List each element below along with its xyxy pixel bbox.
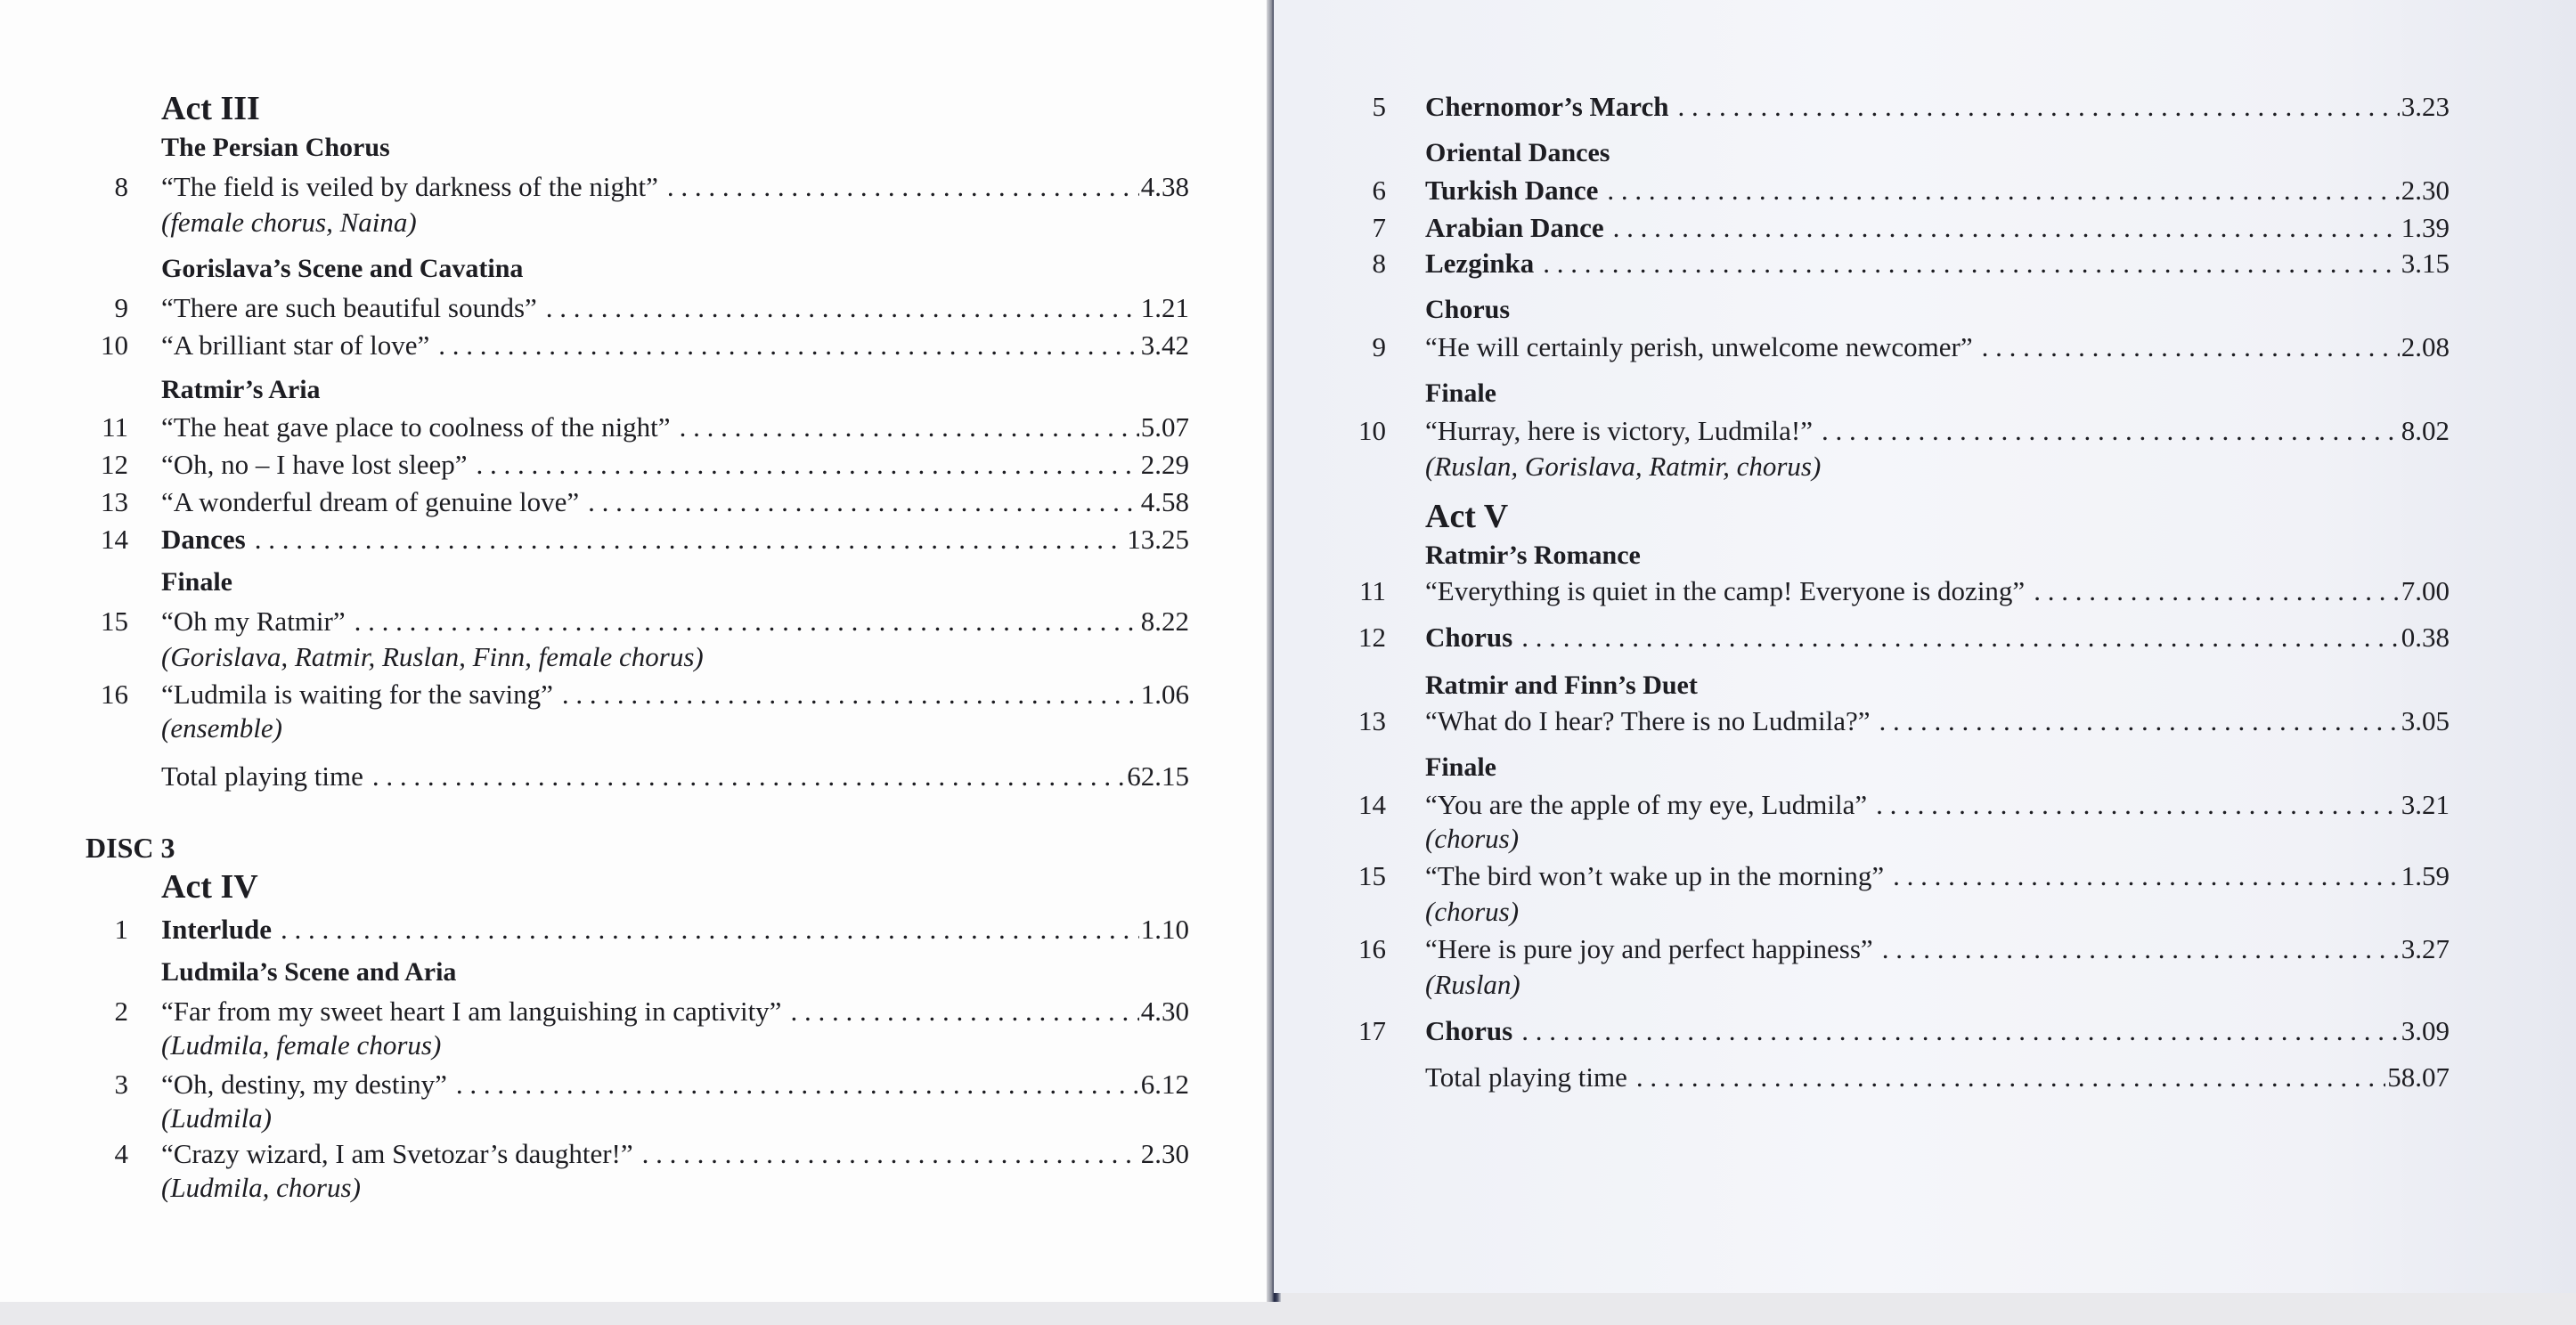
track-number: 10 [101,329,128,361]
track-number: 15 [101,606,128,637]
track-duration: 1.39 [2401,212,2450,243]
track-row [1327,87,2450,126]
performers-note: (chorus) [1425,896,1520,927]
track-title: “The field is veiled by darkness of the night” [161,171,658,202]
track-title: “A brilliant star of love” [161,329,430,361]
track-number: 9 [114,292,128,323]
track-row [1327,1012,2450,1051]
performers-note: (ensemble) [161,712,282,744]
dot-leader [1677,87,2399,126]
track-duration: 0.38 [2401,622,2450,653]
act-heading: Act V [1425,498,1509,535]
act-heading: Act III [161,90,260,127]
track-number: 5 [1372,91,1386,122]
track-title: “Everything is quiet in the camp! Everyone is dozing” [1425,575,2026,606]
track-number: 12 [101,449,128,480]
track-number: 6 [1372,175,1386,206]
track-number: 13 [1358,705,1386,736]
track-duration: 5.07 [1140,411,1189,443]
track-duration: 4.38 [1140,171,1189,202]
track-title: “Crazy wizard, I am Svetozar’s daughter!” [161,1138,633,1169]
track-title: “Oh, destiny, my destiny” [161,1069,447,1100]
track-title: Turkish Dance [1425,175,1599,206]
track-duration: 8.02 [2401,415,2450,446]
track-number: 8 [114,171,128,202]
track-title: “Ludmila is waiting for the saving” [161,679,553,710]
dot-leader [790,992,1138,1031]
track-number: 2 [114,996,128,1027]
track-duration: 3.23 [2401,91,2450,122]
track-title: “Oh my Ratmir” [161,606,346,637]
track-row [1327,171,2450,210]
track-row [53,326,1189,365]
track-duration: 8.22 [1140,606,1189,637]
track-number: 16 [1358,933,1386,964]
dot-leader [1607,171,2399,210]
section-heading: Ratmir’s Aria [161,375,321,404]
track-row [1327,702,2450,741]
track-title: “You are the apple of my eye, Ludmila” [1425,789,1868,820]
track-row [53,602,1189,641]
dot-leader [1882,930,2400,969]
track-number: 10 [1358,415,1386,446]
performers-note: (chorus) [1425,823,1520,854]
track-row [1327,244,2450,283]
track-title: “He will certainly perish, unwelcome newcomer” [1425,331,1973,362]
track-title: “There are such beautiful sounds” [161,292,537,323]
track-duration: 13.25 [1127,524,1189,555]
dot-leader [546,289,1139,328]
section-heading: Oriental Dances [1425,138,1610,167]
track-number: 14 [101,524,128,555]
total-playing-time [53,757,1189,796]
track-number: 9 [1372,331,1386,362]
track-row [1327,572,2450,611]
dot-leader [1822,411,2400,451]
track-number: 17 [1358,1015,1386,1046]
performers-note: (Ruslan, Gorislava, Ratmir, chorus) [1425,451,1822,482]
track-title: Lezginka [1425,248,1535,279]
track-duration: 3.05 [2401,705,2450,736]
section-heading: Chorus [1425,295,1511,324]
track-row [1327,328,2450,367]
track-number: 11 [102,411,128,443]
track-duration: 1.59 [2401,860,2450,891]
performers-note: (Ruslan) [1425,969,1520,1000]
dot-leader [438,326,1138,365]
track-number: 1 [114,914,128,945]
track-duration: 1.06 [1140,679,1189,710]
dot-leader [1613,208,2400,248]
track-row [53,483,1189,522]
track-row [53,520,1189,559]
dot-leader [1521,618,2400,657]
track-number: 8 [1372,248,1386,279]
track-number: 13 [101,486,128,517]
section-heading: The Persian Chorus [161,133,390,162]
dot-leader [1876,785,2400,825]
track-title: Dances [161,524,246,555]
dot-leader [372,757,1125,796]
track-title: “Far from my sweet heart I am languishing in captivity” [161,996,782,1027]
total-playing-time [1327,1058,2450,1097]
track-duration: 3.27 [2401,933,2450,964]
performers-note: (Gorislava, Ratmir, Ruslan, Finn, female chorus) [161,641,704,672]
track-title: Chorus [1425,622,1513,653]
track-row [53,408,1189,447]
track-row [53,445,1189,484]
dot-leader [456,1065,1139,1104]
track-duration: 1.10 [1140,914,1189,945]
performers-note: (female chorus, Naina) [161,207,417,238]
track-duration: 7.00 [2401,575,2450,606]
total-duration: 62.15 [1127,760,1189,792]
dot-leader [1521,1012,2400,1051]
dot-leader [281,910,1139,949]
track-row [1327,857,2450,896]
left-page [0,0,1272,1302]
track-duration: 3.42 [1140,329,1189,361]
track-duration: 1.21 [1140,292,1189,323]
section-heading: Gorislava’s Scene and Cavatina [161,254,524,283]
track-number: 4 [114,1138,128,1169]
track-duration: 4.30 [1140,996,1189,1027]
performers-note: (Ludmila, female chorus) [161,1029,442,1061]
track-duration: 2.30 [1140,1138,1189,1169]
dot-leader [680,408,1139,447]
dot-leader [562,675,1139,714]
track-title: Chorus [1425,1015,1513,1046]
dot-leader [255,520,1126,559]
track-row [53,167,1189,207]
track-duration: 2.29 [1140,449,1189,480]
track-row [1327,930,2450,969]
track-duration: 6.12 [1140,1069,1189,1100]
track-title: “Hurray, here is victory, Ludmila!” [1425,415,1813,446]
dot-leader [588,483,1139,522]
track-duration: 2.30 [2401,175,2450,206]
track-title: “The bird won’t wake up in the morning” [1425,860,1885,891]
total-label: Total playing time [1425,1061,1627,1093]
dot-leader [1893,857,2400,896]
dot-leader [1879,702,2400,741]
track-duration: 3.09 [2401,1015,2450,1046]
track-title: “The heat gave place to coolness of the night” [161,411,671,443]
performers-note: (Ludmila, chorus) [161,1172,361,1203]
track-duration: 4.58 [1140,486,1189,517]
section-heading: Finale [1425,378,1496,408]
track-number: 11 [1359,575,1386,606]
dot-leader [1636,1058,2385,1097]
dot-leader [1982,328,2400,367]
dot-leader [642,1134,1139,1174]
track-number: 12 [1358,622,1386,653]
dot-leader [1543,244,2399,283]
track-number: 7 [1372,212,1386,243]
right-page [1274,0,2576,1293]
dot-leader [355,602,1139,641]
track-title: “Here is pure joy and perfect happiness” [1425,933,1873,964]
track-number: 15 [1358,860,1386,891]
performers-note: (Ludmila) [161,1102,272,1134]
track-duration: 3.15 [2401,248,2450,279]
total-label: Total playing time [161,760,363,792]
track-duration: 3.21 [2401,789,2450,820]
track-row [1327,411,2450,451]
section-heading: Ratmir and Finn’s Duet [1425,671,1698,700]
section-heading: Finale [1425,752,1496,782]
track-title: Interlude [161,914,272,945]
track-title: “A wonderful dream of genuine love” [161,486,580,517]
track-title: “Oh, no – I have lost sleep” [161,449,468,480]
section-heading: Finale [161,567,232,597]
track-title: Chernomor’s March [1425,91,1669,122]
track-number: 14 [1358,789,1386,820]
dot-leader [667,167,1139,207]
section-heading: Ratmir’s Romance [1425,541,1641,570]
dot-leader [476,445,1138,484]
track-row [53,910,1189,949]
act-heading: Act IV [161,868,258,906]
track-row [1327,208,2450,248]
track-row [53,289,1189,328]
track-number: 16 [101,679,128,710]
track-number: 3 [114,1069,128,1100]
track-title: “What do I hear? There is no Ludmila?” [1425,705,1871,736]
total-duration: 58.07 [2387,1061,2450,1093]
track-duration: 2.08 [2401,331,2450,362]
dot-leader [2034,572,2400,611]
track-row [1327,618,2450,657]
disc-heading: DISC 3 [86,832,175,864]
track-title: Arabian Dance [1425,212,1604,243]
section-heading: Ludmila’s Scene and Aria [161,957,457,987]
